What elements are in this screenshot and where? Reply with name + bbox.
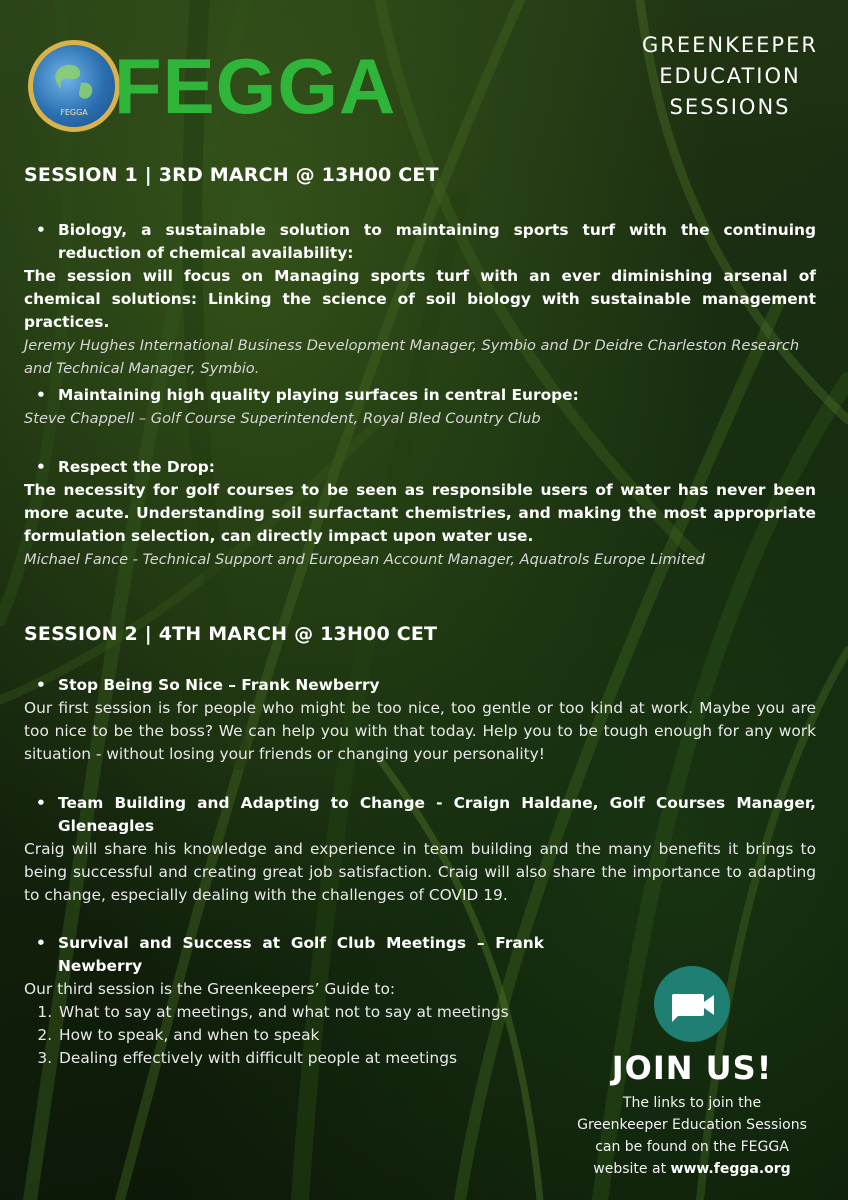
item-speaker: Steve Chappell – Golf Course Superintendent, Royal Bled Country Club (24, 410, 541, 427)
list-item: 1. What to say at meetings, and what not to say at meetings (57, 1001, 544, 1024)
item-speaker: Michael Fance - Technical Support and European Account Manager, Aquatrols Europe Limited (24, 551, 705, 568)
join-title: JOIN US! (611, 1049, 773, 1087)
item-heading: Survival and Success at Golf Club Meetings – Frank Newberry (58, 934, 544, 975)
logo-wordmark: FEGGA (114, 42, 397, 130)
bullet-icon: • (36, 221, 46, 239)
session-1-title: SESSION 1 | 3RD MARCH @ 13H00 CET (24, 164, 439, 186)
bullet-icon: • (36, 794, 46, 812)
item-heading: Stop Being So Nice – Frank Newberry (58, 676, 380, 694)
website-link[interactable]: www.fegga.org (670, 1161, 791, 1177)
bullet-icon: • (36, 386, 46, 404)
session-1-item-1 (24, 219, 816, 380)
globe-icon (28, 40, 120, 132)
list-item: 2. How to speak, and when to speak (57, 1024, 544, 1047)
session-2-item-1 (24, 674, 816, 766)
session-2-item-3 (24, 932, 544, 1070)
heading-line-1: GREENKEEPER (642, 33, 818, 57)
item-description: The session will focus on Managing sports turf with an ever diminishing arsenal of chemical solutions: Linking the science of soil biology with sustainable management practices. (24, 267, 816, 331)
item-description: Our first session is for people who might be too nice, too gentle or too kind at work. Maybe you are too nice to be the boss? We can help you with that today. Help you to be tough enough for any work situation - without losing your friends or changing your personality! (24, 699, 816, 763)
item-speaker: Jeremy Hughes International Business Development Manager, Symbio and Dr Deidre Charleston Research and Technical Manager, Symbio. (24, 337, 800, 377)
item-description: Craig will share his knowledge and experience in team building and the many benefits it brings to being successful and creating great job satisfaction. Craig will also share the importance to adapting to change, especially dealing with the challenges of COVID 19. (24, 840, 816, 904)
item-heading: Biology, a sustainable solution to maintaining sports turf with the continuing reduction of chemical availability: (58, 221, 816, 262)
agenda-list (24, 1001, 544, 1070)
seal-text: FEGGA (60, 108, 88, 117)
session-2-title: SESSION 2 | 4TH MARCH @ 13H00 CET (24, 623, 438, 645)
bullet-icon: • (36, 676, 46, 694)
item-heading: Team Building and Adapting to Change - Craign Haldane, Golf Courses Manager, Gleneagles (58, 794, 816, 835)
heading-line-2: EDUCATION (659, 64, 801, 88)
heading-line-3: SESSIONS (669, 95, 791, 119)
item-heading: Maintaining high quality playing surfaces in central Europe: (58, 386, 579, 404)
join-description: The links to join the Greenkeeper Education Sessions can be found on the FEGGA website at (577, 1095, 807, 1177)
bullet-icon: • (36, 458, 46, 476)
item-heading: Respect the Drop: (58, 458, 215, 476)
video-camera-icon (654, 966, 730, 1042)
page-heading (640, 30, 820, 123)
join-us-panel (576, 966, 808, 1180)
session-1-item-2 (24, 384, 816, 430)
fegga-logo (28, 36, 397, 132)
item-description: Our third session is the Greenkeepers’ Guide to: (24, 980, 396, 998)
list-item: 3. Dealing effectively with difficult people at meetings (57, 1047, 544, 1070)
item-description: The necessity for golf courses to be seen as responsible users of water has never been more acute. Understanding soil surfactant chemistries, and making the most appropriate formulation selection, can directly impact upon water use. (24, 481, 816, 545)
session-2-item-2 (24, 792, 816, 907)
session-1-item-3 (24, 456, 816, 571)
bullet-icon: • (36, 934, 46, 952)
